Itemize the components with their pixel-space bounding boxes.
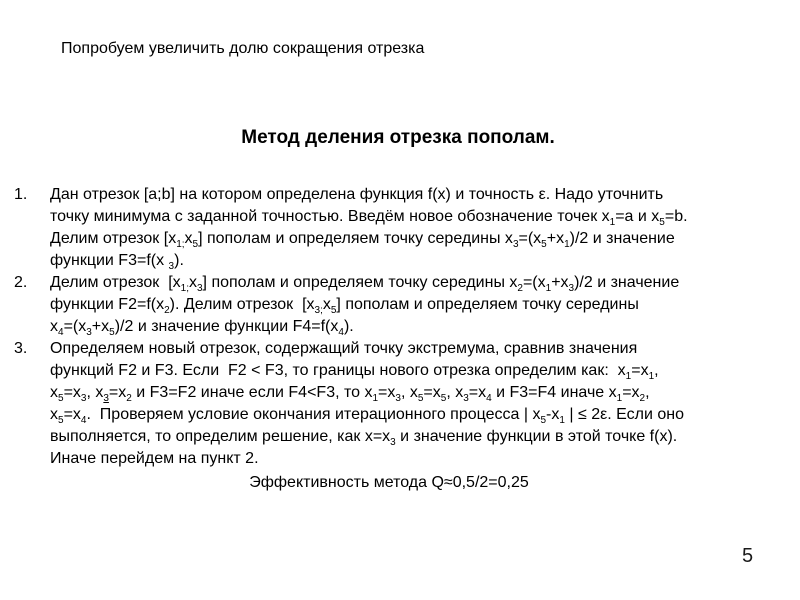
subscript: 1 bbox=[372, 393, 379, 404]
text-line: функции $F2=f(x_2)$. Делим отрезок $[x_{3;}x_5]$ пополам и определяем точку середины bbox=[50, 296, 639, 316]
subscript: 4 bbox=[58, 327, 64, 338]
page-number: 5 bbox=[742, 545, 754, 567]
subscript: 5 bbox=[192, 239, 199, 250]
slide-title: Метод деления отрезка пополам. bbox=[241, 127, 555, 148]
subscript: 3 bbox=[80, 393, 87, 404]
list-item-text bbox=[50, 338, 788, 470]
subscript: 3 bbox=[463, 393, 469, 404]
list-item-text bbox=[50, 184, 788, 272]
subscript: 5 bbox=[58, 415, 64, 426]
text-line: точку минимума с заданной точностью. Введём новое обозначение точек $x_1=a$ и $x_5=b$. bbox=[50, 208, 688, 228]
subscript: 1 bbox=[559, 415, 565, 426]
top-note: Попробуем увеличить долю сокращения отрезка bbox=[61, 40, 425, 57]
subscript: 3 bbox=[512, 239, 519, 250]
subscript: 5 bbox=[109, 327, 115, 338]
subscript: 4 bbox=[486, 393, 492, 404]
text-line: функции F3=f(x $_3$). bbox=[50, 252, 184, 272]
subscript: 2 bbox=[126, 393, 132, 404]
subscript: 1; bbox=[180, 283, 189, 294]
text-line: Дан отрезок [a;b] на котором определена функция f(x) и точность ε. Надо уточнить bbox=[50, 186, 664, 203]
subscript: 3 bbox=[86, 327, 92, 338]
efficiency-note: Эффективность метода Q≈0,5/2=0,25 bbox=[249, 474, 529, 491]
list-item bbox=[14, 338, 788, 470]
subscript: 1; bbox=[176, 239, 185, 250]
subscript: 3 bbox=[103, 393, 109, 404]
list-item-number: 2. bbox=[14, 274, 28, 291]
subscript: 3; bbox=[314, 305, 323, 316]
subscript: 5 bbox=[541, 239, 547, 250]
subscript: 5 bbox=[330, 305, 337, 316]
list-item bbox=[14, 184, 788, 272]
subscript: 3 bbox=[390, 437, 396, 448]
subscript: 1 bbox=[616, 393, 623, 404]
subscript: 5 bbox=[440, 393, 447, 404]
subscript: 3 bbox=[568, 283, 575, 294]
text-line: Иначе перейдем на пункт 2. bbox=[50, 450, 259, 467]
subscript: 2 bbox=[639, 393, 646, 404]
subscript: 2 bbox=[517, 283, 523, 294]
subscript: 5 bbox=[417, 393, 424, 404]
list-item-text bbox=[50, 272, 788, 338]
subscript: 1 bbox=[625, 371, 632, 382]
text-line: выполняется, то определим решение, как $x=x_3$ и значение функции в этой точке f(x). bbox=[50, 428, 678, 448]
subscript: 5 bbox=[540, 415, 547, 426]
subscript: 4 bbox=[338, 327, 344, 338]
text-line: функций F2 и F3. Если F2 < F3, то границы нового отрезка определим как: $x_1=x_1$, bbox=[50, 362, 659, 382]
subscript: 2 bbox=[164, 305, 170, 316]
list-item-number: 3. bbox=[14, 340, 28, 357]
numbered-list bbox=[14, 184, 788, 470]
subscript: 1 bbox=[609, 217, 616, 228]
subscript: 5 bbox=[659, 217, 665, 228]
text-line: $x_4=(x_3+x_5)/2$ и значение функции $F4=f(x_4)$. bbox=[50, 318, 354, 338]
subscript: 4 bbox=[80, 415, 87, 426]
subscript: 5 bbox=[58, 393, 64, 404]
text-line: $x_5=x_3$, $x_3=x_2$ и F3=F2 иначе если F4<F3, то $x_1=x_3$, $x_5=x_5$, $x_3=x_4$ и F3=F4 иначе $x_1=x_2$, bbox=[50, 384, 650, 404]
subscript: 1 bbox=[545, 283, 552, 294]
subscript: 1 bbox=[564, 239, 570, 250]
subscript: 3 bbox=[196, 283, 203, 294]
subscript: 3 bbox=[395, 393, 401, 404]
list-item-number: 1. bbox=[14, 186, 28, 203]
subscript: 1 bbox=[648, 371, 655, 382]
text-line: Делим отрезок $[x_{1;}x_5]$ пополам и определяем точку середины $x_3=(x_5+x_1)/2$ и значение bbox=[50, 230, 675, 250]
subscript: 3 bbox=[168, 261, 175, 272]
text-line: $x_5=x_4$. Проверяем условие окончания итерационного процесса | $x_5-x_1$ | ≤ 2ε. Если оно bbox=[50, 406, 684, 426]
text-line: Делим отрезок $[x_{1;}x_3]$ пополам и определяем точку середины $x_2=(x_1+x_3)/2$ и значение bbox=[50, 274, 680, 294]
text-line: Определяем новый отрезок, содержащий точку экстремума, сравнив значения bbox=[50, 340, 638, 357]
list-item bbox=[14, 272, 788, 338]
